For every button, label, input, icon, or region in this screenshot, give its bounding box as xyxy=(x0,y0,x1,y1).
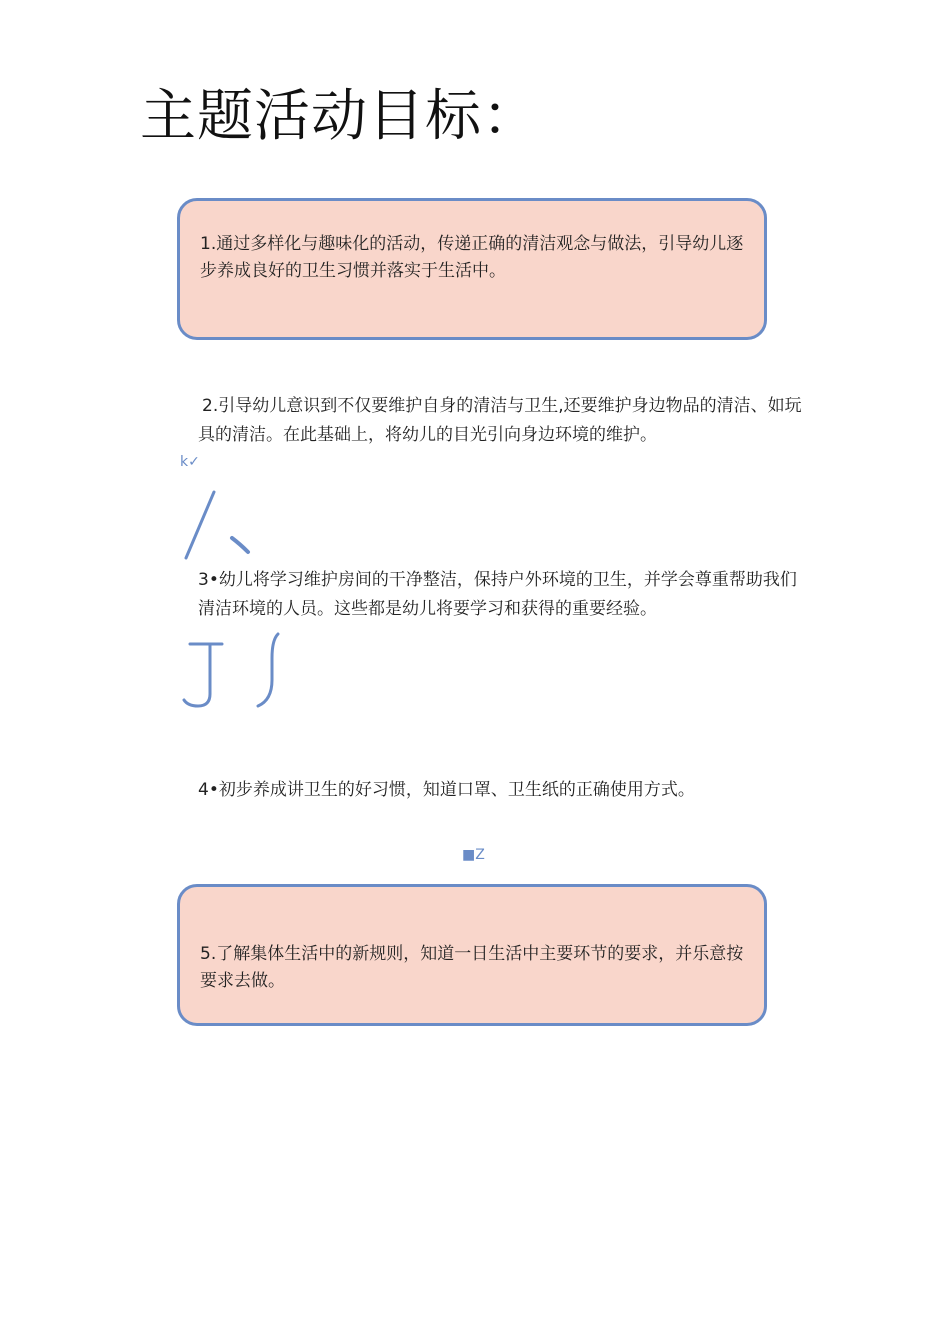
decorative-hook-strokes xyxy=(176,628,286,712)
decorative-mark-k: k✓ xyxy=(180,454,200,470)
hook-stroke-1 xyxy=(184,644,222,706)
decorative-brush-strokes xyxy=(176,486,256,562)
page-title: 主题活动目标： xyxy=(140,84,539,149)
hook-stroke-2 xyxy=(258,634,278,706)
goal-text-3: 3•幼儿将学习维护房间的干净整洁，保持户外环境的卫生，并学会尊重帮助我们清洁环境的人员。这些都是幼儿将要学习和获得的重要经验。 xyxy=(198,570,797,619)
goal-text-5: 5.了解集体生活中的新规则，知道一日生活中主要环节的要求，并乐意按要求去做。 xyxy=(200,944,744,991)
goal-text-4: 4•初步养成讲卫生的好习惯，知道口罩、卫生纸的正确使用方式。 xyxy=(198,780,695,800)
goal-text-1: 1.通过多样化与趣味化的活动，传递正确的清洁观念与做法，引导幼儿逐步养成良好的卫生习惯并落实于生活中。 xyxy=(200,234,744,281)
slash-stroke xyxy=(186,492,214,558)
goal-box-1 xyxy=(177,198,767,340)
goal-box-5 xyxy=(177,884,767,1026)
goal-text-2: 2.引导幼儿意识到不仅要维护自身的清洁与卫生,还要维护身边物品的清洁、如玩具的清洁。在此基础上，将幼儿的目光引向身边环境的维护。 xyxy=(198,396,802,445)
decorative-mark-z: ■Z xyxy=(462,847,485,863)
dot-stroke xyxy=(232,538,248,552)
